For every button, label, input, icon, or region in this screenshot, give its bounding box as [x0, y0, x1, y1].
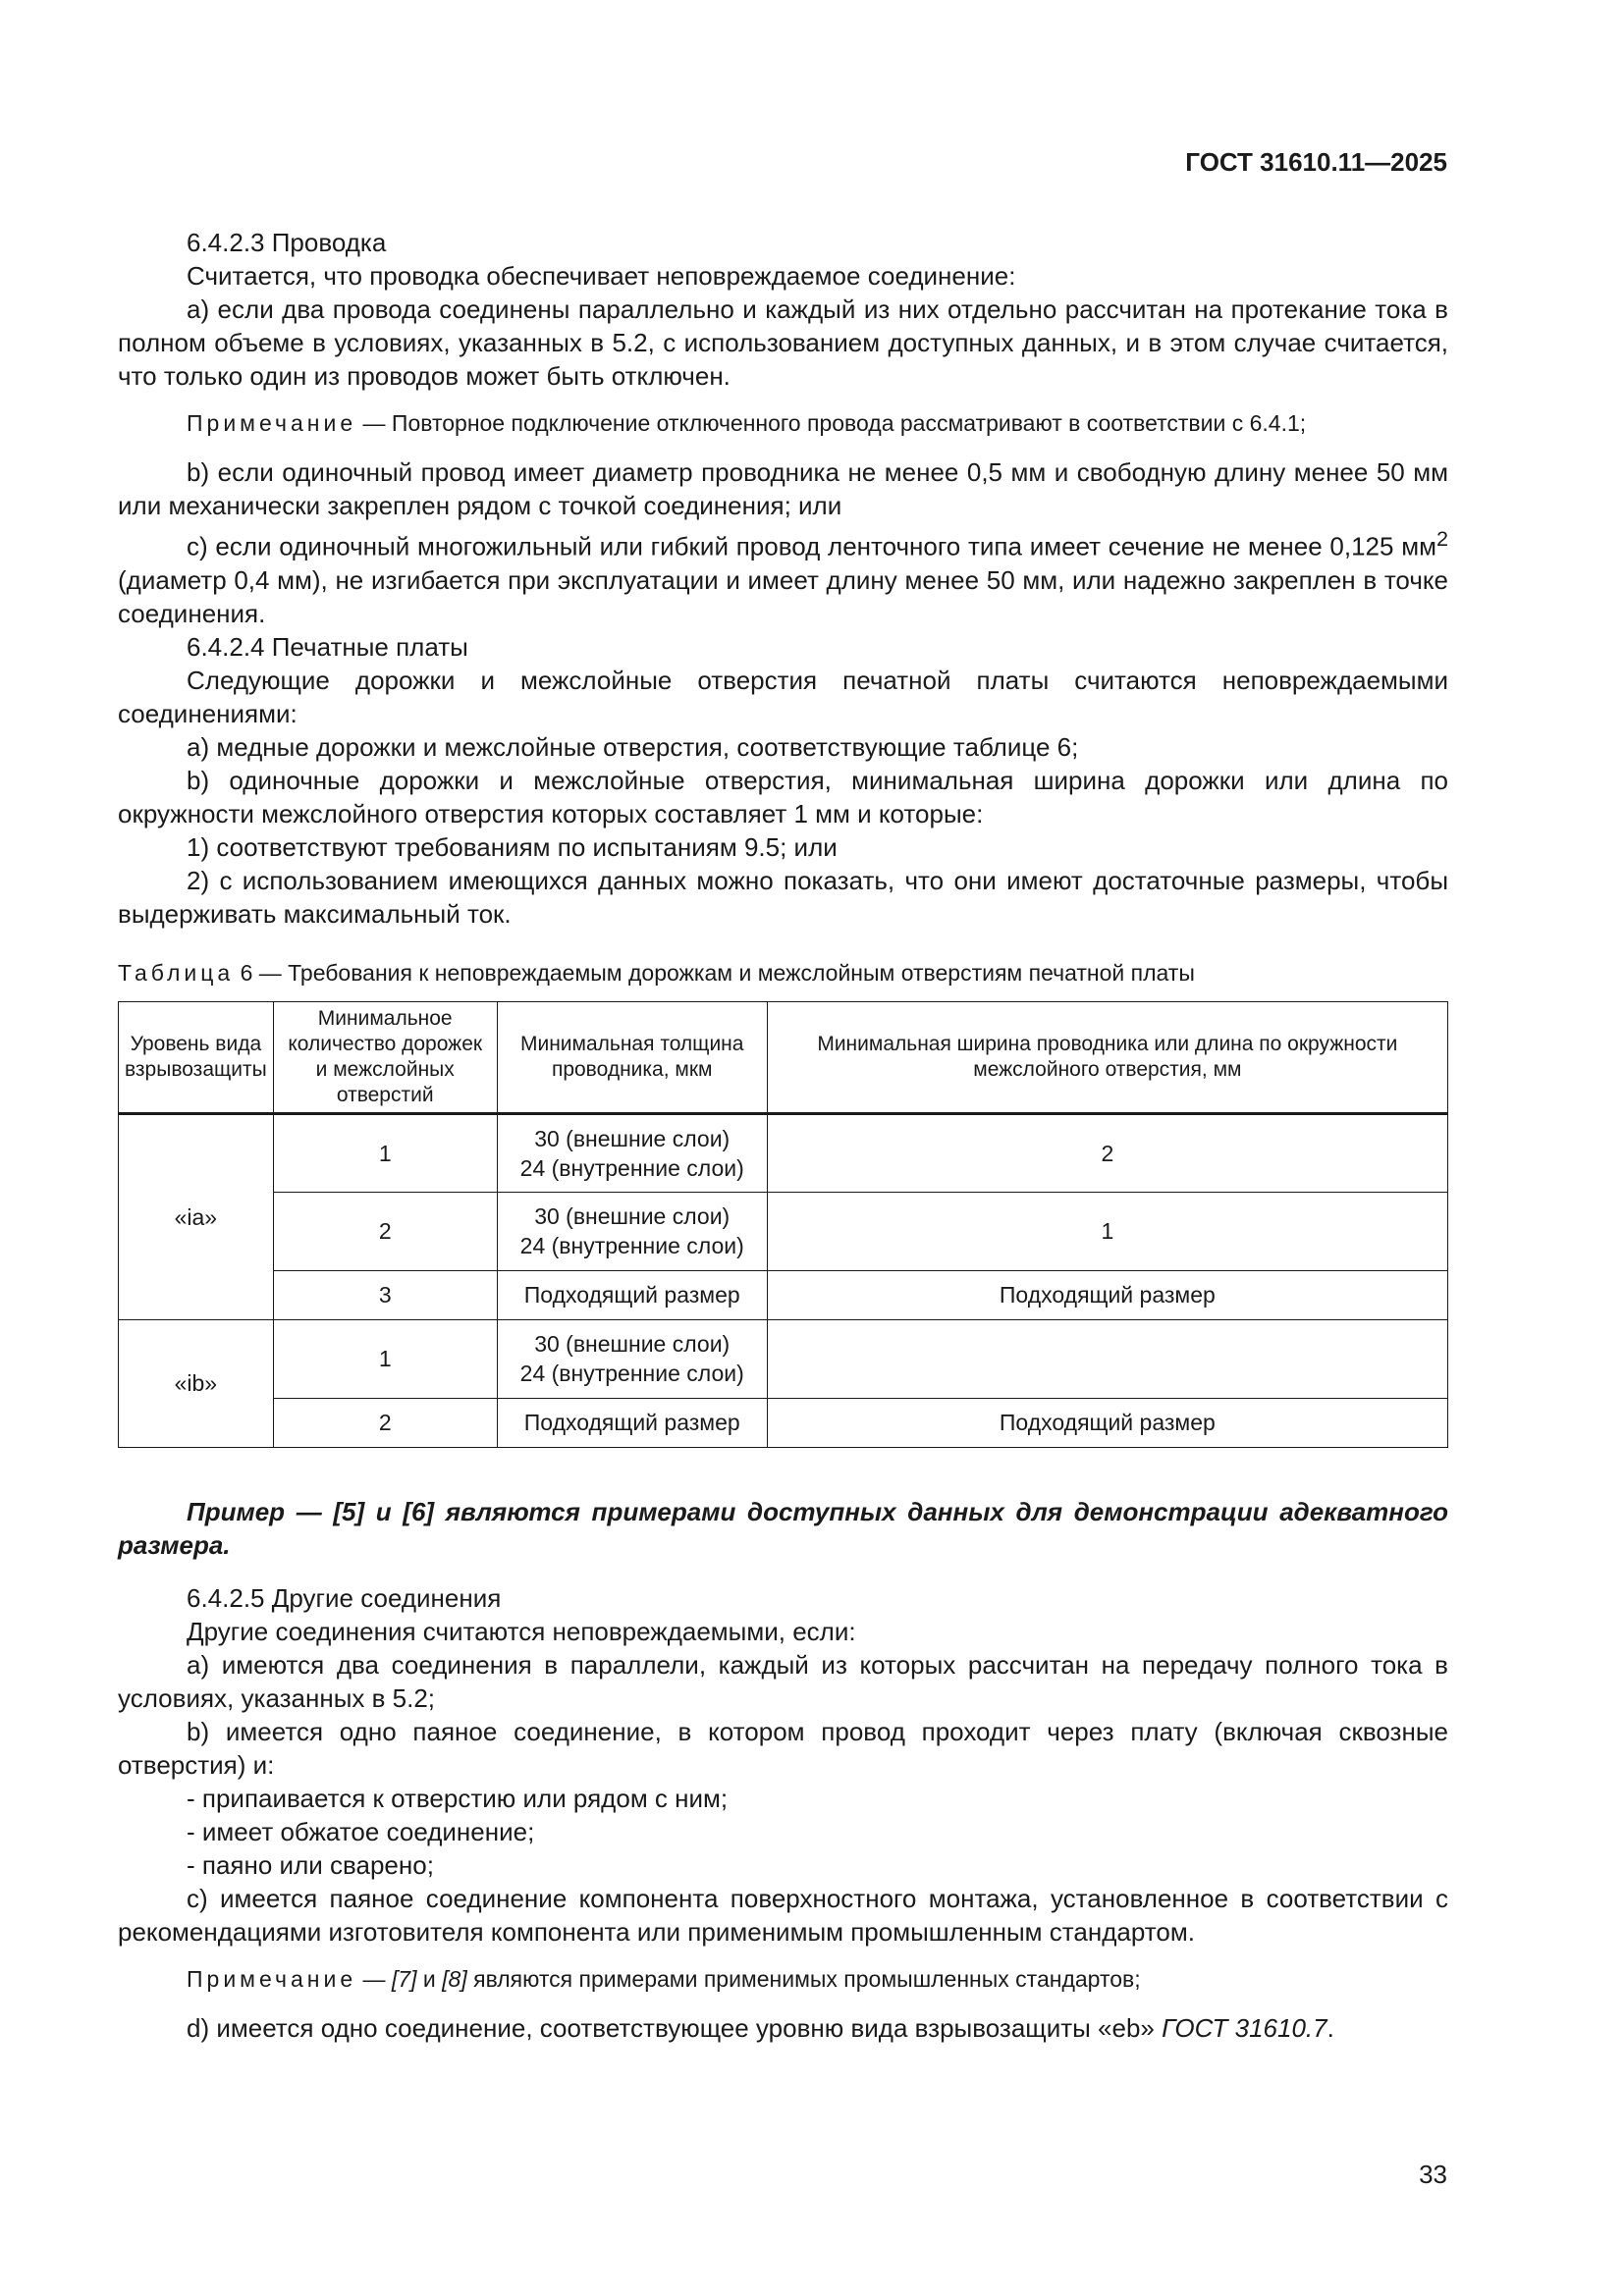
- note: [118, 1962, 1448, 1996]
- note-text: — Повторное подключение отключенного провода рассматривают в соответствии с 6.4.1;: [356, 410, 1307, 436]
- list-item-b: b) одиночные дорожки и межслойные отверстия, минимальная ширина дорожки или длина по окружности межслойного отверстия которых составляет 1 мм и которые:: [118, 765, 1448, 828]
- list-item-a: а) медные дорожки и межслойные отверстия, соответствующие таблице 6;: [187, 731, 1079, 762]
- dash-item: - паяно или сварено;: [187, 1849, 434, 1880]
- table-header-cell: Минимальное количество дорожек и межслойных отверстий: [273, 1001, 497, 1113]
- reference-8: [8]: [442, 1965, 467, 1992]
- table-row: [119, 1192, 1448, 1270]
- list-item-a: а) если два провода соединены параллельно и каждый из них отдельно рассчитан на протекание тока в полном объеме в условиях, указанных в 5.2, с использованием доступных данных, и в этом случае считается, что только один из проводов может быть отключен.: [118, 294, 1448, 391]
- note-label: Примечание: [187, 1965, 357, 1992]
- table-cell: [767, 1319, 1447, 1398]
- section-title-6-4-2-5: 6.4.2.5 Другие соединения: [187, 1582, 502, 1613]
- reference-7: [7]: [391, 1965, 417, 1992]
- list-item-c: [118, 522, 1448, 630]
- cell-line: 24 (внутренние слои): [519, 1154, 744, 1181]
- table-header-row: [119, 1001, 1448, 1113]
- text-span: .: [1326, 2012, 1334, 2043]
- caption-label: Таблица: [118, 959, 235, 986]
- text-span: с) если одиночный многожильный или гибкий провод ленточного типа имеет сечение не менее 0,125 мм: [187, 531, 1436, 561]
- table-cell: Подходящий размер: [497, 1398, 767, 1447]
- table-cell: [497, 1319, 767, 1398]
- table-cell: Подходящий размер: [767, 1270, 1447, 1319]
- example-text: Пример — [5] и [6] являются примерами доступных данных для демонстрации адекватного размера.: [118, 1496, 1448, 1560]
- superscript: 2: [1435, 526, 1448, 551]
- table-row: [119, 1398, 1448, 1447]
- table-cell: 2: [273, 1398, 497, 1447]
- table-row: [119, 1270, 1448, 1319]
- table-cell: 2: [767, 1113, 1447, 1192]
- list-item-b: b) если одиночный провод имеет диаметр проводника не менее 0,5 мм и свободную длину менее 50 мм или механически закреплен рядом с точкой соединения; или: [118, 457, 1448, 520]
- dash-item: - припаивается к отверстию или рядом с ним;: [187, 1783, 729, 1813]
- table-cell: Подходящий размер: [497, 1270, 767, 1319]
- text-span: (диаметр 0,4 мм), не изгибается при эксплуатации и имеет длину менее 50 мм, или надежно закреплен в точке соединения.: [118, 564, 1448, 628]
- caption-text: 6 — Требования к неповреждаемым дорожкам и межслойным отверстиям печатной платы: [234, 959, 1195, 986]
- reference-gost: ГОСТ 31610.7: [1162, 2012, 1327, 2043]
- table-cell: 2: [273, 1192, 497, 1270]
- list-item-c: с) имеется паяное соединение компонента поверхностного монтажа, установленное в соответствии с рекомендациями изготовителя компонента или применимым промышленным стандартом.: [118, 1883, 1448, 1947]
- level-cell-ia: «ia»: [119, 1113, 274, 1319]
- table-cell: 1: [767, 1192, 1447, 1270]
- cell-line: 24 (внутренние слои): [519, 1233, 744, 1259]
- cell-line: 30 (внешние слои): [534, 1331, 731, 1358]
- table-cell: Подходящий размер: [767, 1398, 1447, 1447]
- text-span: и: [416, 1965, 443, 1992]
- text-span: —: [356, 1965, 392, 1992]
- list-item-b2: 2) с использованием имеющихся данных можно показать, что они имеют достаточные размеры, чтобы выдерживать максимальный ток.: [118, 865, 1448, 929]
- table-header-cell: Уровень вида взрывозащиты: [119, 1001, 274, 1113]
- cell-line: 30 (внешние слои): [534, 1125, 731, 1151]
- level-cell-ib: «ib»: [119, 1319, 274, 1447]
- list-item-d: [118, 2011, 1448, 2045]
- list-item-a: а) имеются два соединения в параллели, каждый из которых рассчитан на передачу полного тока в условиях, указанных в 5.2;: [118, 1649, 1448, 1713]
- page-number: 33: [1419, 2160, 1447, 2189]
- table-cell: 1: [273, 1319, 497, 1398]
- table-caption: [118, 956, 1448, 989]
- document-body: [118, 226, 1448, 2045]
- table-row: [119, 1319, 1448, 1398]
- table-header-cell: Минимальная ширина проводника или длина по окружности межслойного отверстия, мм: [767, 1001, 1447, 1113]
- table-header-cell: Минимальная толщина проводника, мкм: [497, 1001, 767, 1113]
- text-span: являются примерами применимых промышленных стандартов;: [466, 1965, 1141, 1992]
- list-item-b: b) имеется одно паяное соединение, в котором провод проходит через плату (включая сквозные отверстия) и:: [118, 1716, 1448, 1780]
- document-header: ГОСТ 31610.11—2025: [1185, 147, 1447, 177]
- text-span: d) имеется одно соединение, соответствующее уровню вида взрывозащиты «eb»: [187, 2012, 1163, 2043]
- cell-line: 30 (внешние слои): [534, 1203, 731, 1230]
- table-6: [118, 1001, 1448, 1448]
- note: [118, 406, 1448, 440]
- table-cell: 3: [273, 1270, 497, 1319]
- list-item-b1: 1) соответствуют требованиям по испытаниям 9.5; или: [187, 831, 838, 862]
- paragraph: Следующие дорожки и межслойные отверстия печатной платы считаются неповреждаемыми соединениями:: [118, 665, 1448, 728]
- paragraph: Другие соединения считаются неповреждаемыми, если:: [187, 1616, 856, 1646]
- note-label: Примечание: [187, 410, 357, 436]
- table-cell: [497, 1192, 767, 1270]
- table-cell: 1: [273, 1113, 497, 1192]
- dash-item: - имеет обжатое соединение;: [187, 1816, 535, 1846]
- section-title-6-4-2-3: 6.4.2.3 Проводка: [187, 228, 387, 257]
- table-cell: [497, 1113, 767, 1192]
- paragraph: Считается, что проводка обеспечивает неповреждаемое соединение:: [187, 261, 1016, 291]
- table-row: [119, 1113, 1448, 1192]
- cell-line: 24 (внутренние слои): [519, 1361, 744, 1387]
- section-title-6-4-2-4: 6.4.2.4 Печатные платы: [187, 631, 468, 662]
